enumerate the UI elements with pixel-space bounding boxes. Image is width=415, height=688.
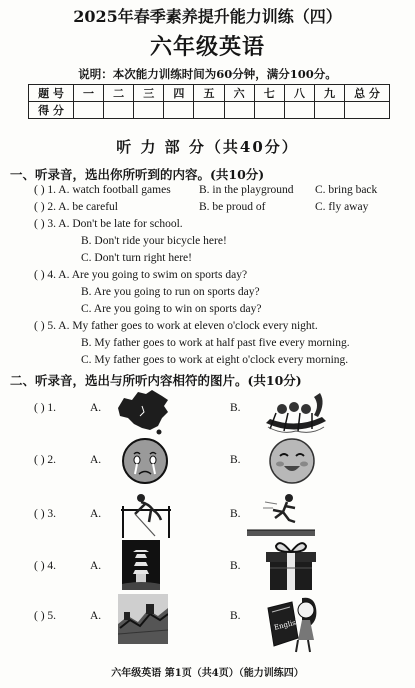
- q4-option-a: ( ) 4. A. Are you going to swim on sports day?: [34, 269, 248, 281]
- score-input-cell[interactable]: [194, 102, 224, 119]
- china-map-icon[interactable]: [112, 386, 174, 436]
- p2-q5-number: ( ) 5.: [34, 610, 57, 622]
- score-cell: 六: [224, 85, 254, 102]
- q4-option-c: C. Are you going to win on sports day?: [81, 303, 262, 315]
- score-input-cell[interactable]: [104, 102, 134, 119]
- score-input-cell[interactable]: [284, 102, 314, 119]
- score-label-cell: 得 分: [29, 102, 74, 119]
- score-cell: 三: [134, 85, 164, 102]
- score-input-cell[interactable]: [224, 102, 254, 119]
- great-wall-icon[interactable]: [118, 594, 168, 644]
- score-cell: 八: [284, 85, 314, 102]
- pagoda-icon[interactable]: [122, 540, 160, 590]
- page-footer: 六年级英语 第1页（共4页）（能力训练四）: [111, 668, 304, 679]
- q3-option-a: ( ) 3. A. Don't be late for school.: [34, 218, 183, 230]
- dragon-boat-icon[interactable]: [262, 383, 330, 439]
- q5-option-a: ( ) 5. A. My father goes to work at eleven o'clock every night.: [34, 320, 318, 332]
- p2-q5-b-label: B.: [230, 610, 241, 622]
- p2-q1-b-label: B.: [230, 402, 241, 414]
- girl-reading-english-book-icon[interactable]: [262, 592, 322, 654]
- score-input-cell[interactable]: [74, 102, 104, 119]
- score-input-cell[interactable]: [164, 102, 194, 119]
- p2-q5-a-label: A.: [90, 610, 102, 622]
- score-cell: 一: [74, 85, 104, 102]
- gift-box-icon[interactable]: [262, 538, 320, 594]
- p2-q4-number: ( ) 4.: [34, 560, 57, 572]
- p2-q3-number: ( ) 3.: [34, 508, 57, 520]
- score-cell: 九: [314, 85, 344, 102]
- q5-option-b: B. My father goes to work at half past five every morning.: [81, 337, 350, 349]
- part1-heading: 一、听录音，选出你所听到的内容。(共10分): [10, 167, 265, 182]
- score-table: [28, 84, 390, 119]
- q2-option-b: B. be proud of: [199, 201, 266, 213]
- q4-option-b: B. Are you going to run on sports day?: [81, 286, 260, 298]
- p2-q2-b-label: B.: [230, 454, 241, 466]
- p2-q3-b-label: B.: [230, 508, 241, 520]
- q5-option-c: C. My father goes to work at eight o'clock every morning.: [81, 354, 349, 366]
- p2-q3-a-label: A.: [90, 508, 102, 520]
- exam-title: 2025年春季素养提升能力训练（四）: [73, 7, 342, 26]
- exam-note: 说明：本次能力训练时间为60分钟，满分100分。: [78, 67, 337, 81]
- q3-option-b: B. Don't ride your bicycle here!: [81, 235, 227, 247]
- p2-q4-a-label: A.: [90, 560, 102, 572]
- p2-q2-number: ( ) 2.: [34, 454, 57, 466]
- q1-option-c: C. bring back: [315, 184, 378, 196]
- p2-q2-a-label: A.: [90, 454, 102, 466]
- listening-section-title: 听 力 部 分（共40分）: [116, 138, 299, 156]
- p2-q1-number: ( ) 1.: [34, 402, 57, 414]
- q1-option-b: B. in the playground: [199, 184, 294, 196]
- score-input-cell[interactable]: [314, 102, 344, 119]
- pole-vault-icon[interactable]: [115, 490, 177, 540]
- score-input-cell[interactable]: [254, 102, 284, 119]
- score-table-header-row: [29, 85, 390, 102]
- long-jump-icon[interactable]: [243, 490, 318, 540]
- score-cell: 题 号: [29, 85, 74, 102]
- q2-option-c: C. fly away: [315, 201, 369, 213]
- score-cell: 总 分: [345, 85, 390, 102]
- score-cell: 五: [194, 85, 224, 102]
- score-cell: 四: [164, 85, 194, 102]
- book-label: English: [273, 617, 302, 632]
- q1-option-a: ( ) 1. A. watch football games: [34, 184, 171, 196]
- q2-option-a: ( ) 2. A. be careful: [34, 201, 118, 213]
- score-table-score-row: [29, 102, 390, 119]
- q3-option-c: C. Don't turn right here!: [81, 252, 192, 264]
- crying-face-icon[interactable]: [120, 436, 170, 486]
- smiling-face-icon[interactable]: [267, 436, 317, 486]
- score-input-cell[interactable]: [134, 102, 164, 119]
- p2-q1-a-label: A.: [90, 402, 102, 414]
- p2-q4-b-label: B.: [230, 560, 241, 572]
- subject-title: 六年级英语: [149, 34, 265, 60]
- part2-heading: 二、听录音，选出与所听内容相符的图片。(共10分): [10, 373, 302, 388]
- score-cell: 二: [104, 85, 134, 102]
- score-cell: 七: [254, 85, 284, 102]
- score-input-cell[interactable]: [345, 102, 390, 119]
